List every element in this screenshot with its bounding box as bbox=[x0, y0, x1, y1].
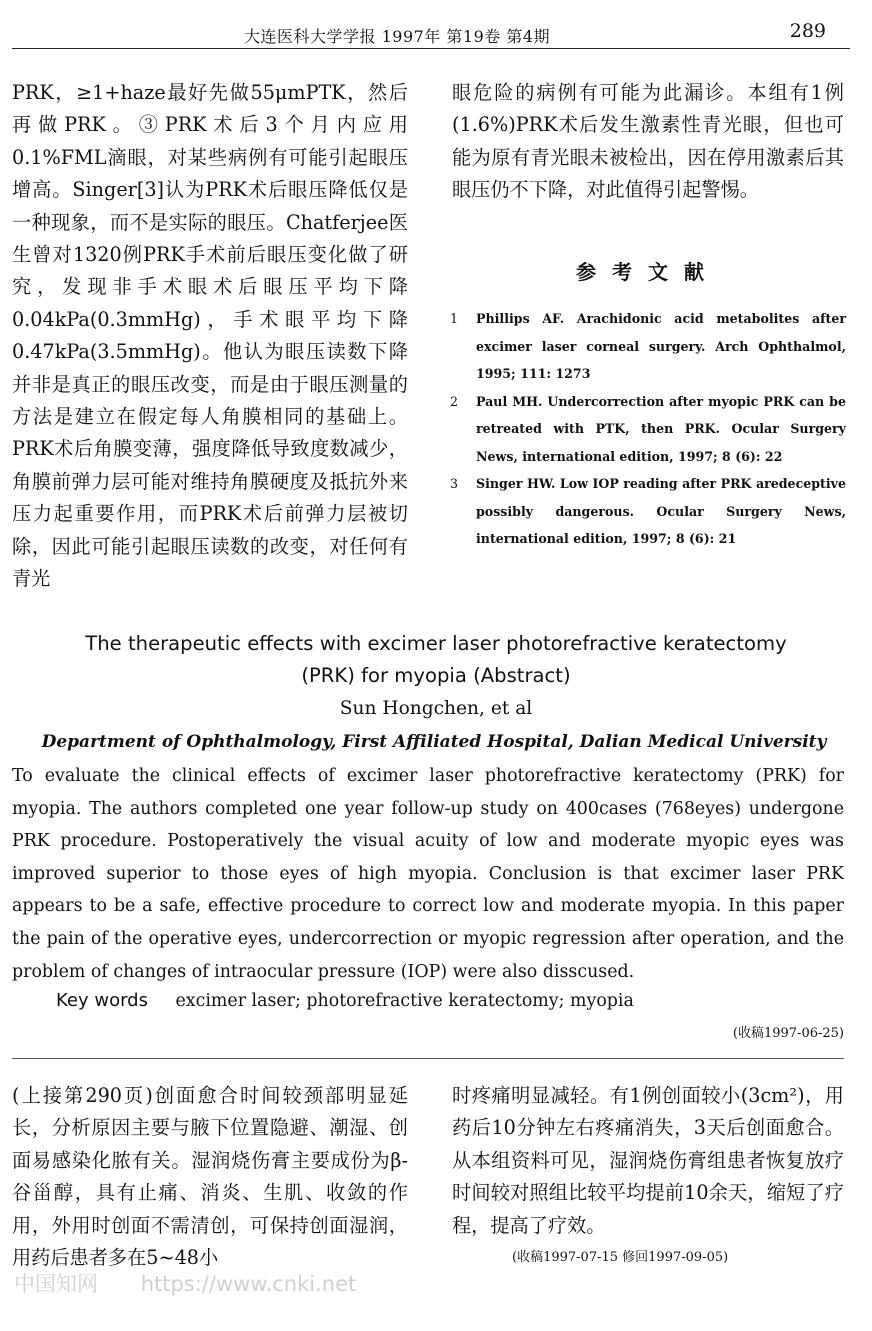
reference-list bbox=[450, 305, 846, 553]
keywords-label: Key words bbox=[56, 990, 148, 1011]
abstract-body: To evaluate the clinical effects of excimer laser photorefractive keratectomy (PRK) for myopia. The authors completed one year follow-up study on 400cases (768eyes) undergone PRK procedure. Postoperatively the visual acuity of low and moderate myopic eyes was improved superior to those eyes of high myopia. Conclusion is that excimer laser PRK appears to be a safe, effective procedure to correct low and moderate myopia. In this paper the pain of the operative eyes, undercorrection or myopic regression after operation, and the problem of changes of intraocular pressure (IOP) were also disscused. bbox=[12, 766, 844, 982]
cnki-watermark bbox=[14, 1268, 392, 1298]
reference-text: Singer HW. Low IOP reading after PRK aredeceptive possibly dangerous. Ocular Surgery News, international edition, 1997; 8 (6): 21 bbox=[476, 476, 846, 546]
keywords-text: excimer laser; photorefractive keratectomy; myopia bbox=[175, 991, 634, 1011]
reference-item bbox=[450, 305, 846, 388]
reference-number: 1 bbox=[450, 311, 459, 326]
received-date: (收稿1997-06-25) bbox=[732, 1026, 844, 1041]
keywords-line bbox=[12, 990, 844, 1011]
page-number: 289 bbox=[789, 20, 826, 42]
body-paragraph: 时疼痛明显减轻。有1例创面较小(3cm²)，用药后10分钟左右疼痛消失，3天后创面愈合。从本组资料可见，湿润烧伤膏组患者恢复放疗时间较对照组比较平均提前10余天，缩短了疗程，提高了疗效。 bbox=[452, 1084, 844, 1237]
abstract-affiliation: Department of Ophthalmology, First Affiliated Hospital, Dalian Medical University bbox=[41, 732, 827, 752]
received-revised-date: (收稿1997-07-15 修回1997-09-05) bbox=[512, 1250, 729, 1265]
abstract-authors: Sun Hongchen, et al bbox=[339, 698, 533, 719]
references-heading: 参考文献 bbox=[576, 260, 720, 284]
right-column-top bbox=[452, 77, 844, 207]
reference-number: 3 bbox=[450, 476, 459, 491]
reference-text: Paul MH. Undercorrection after myopic PRK can be retreated with PTK, then PRK. Ocular Surgery News, international edition, 1997; 8 (6): 22 bbox=[476, 393, 846, 464]
abstract-title-line-2: (PRK) for myopia (Abstract) bbox=[301, 664, 571, 687]
reference-item bbox=[450, 388, 846, 471]
left-column-top bbox=[12, 77, 408, 596]
right-column-bottom bbox=[452, 1080, 844, 1242]
left-column-bottom bbox=[12, 1080, 408, 1274]
reference-number: 2 bbox=[450, 393, 459, 409]
abstract-title-line-1: The therapeutic effects with excimer laser photorefractive keratectomy bbox=[85, 632, 787, 655]
running-header bbox=[12, 18, 850, 49]
body-paragraph: 眼危险的病例有可能为此漏诊。本组有1例(1.6%)PRK术后发生激素性青光眼，但也可能为原有青光眼未被检出，因在停用激素后其眼压仍不下降，对此值得引起警惕。 bbox=[452, 81, 844, 202]
body-paragraph: PRK，≥1+haze最好先做55μmPTK，然后再做PRK。③PRK术后3个月内应用0.1%FML滴眼，对某些病例有可能引起眼压增高。Singer[3]认为PRK术后眼压降低仅是一种现象，而不是实际的眼压。Chatferjee医生曾对1320例PRK手术前后眼压变化做了研究，发现非手术眼术后眼压平均下降0.04kPa(0.3mmHg)，手术眼平均下降0.47kPa(3.5mmHg)。他认为眼压读数下降并非是真正的眼压改变，而是由于眼压测量的方法是建立在假定每人角膜相同的基础上。PRK术后角膜变薄，强度降低导致度数减少，角膜前弹力层可能对维持角膜硬度及抵抗外来压力起重要作用，而PRK术后前弹力层被切除，因此可能引起眼压读数的改变，对任何有青光 bbox=[12, 81, 408, 591]
body-paragraph: (上接第290页)创面愈合时间较颈部明显延长，分析原因主要与腋下位置隐避、潮湿、创面易感染化脓有关。湿润烧伤膏主要成份为β-谷甾醇，具有止痛、消炎、生肌、收敛的作用，外用时创面不需清创，可保持创面湿润，用药后患者多在5~48小 bbox=[12, 1084, 408, 1270]
reference-text: Phillips AF. Arachidonic acid metabolites after excimer laser corneal surgery. Arch Ophthalmol, 1995; 111: 1273 bbox=[476, 311, 846, 381]
watermark-brand: 中国知网 bbox=[14, 1272, 98, 1296]
watermark-url: https://www.cnki.net bbox=[140, 1272, 357, 1296]
journal-info: 大连医科大学学报 1997年 第19卷 第4期 bbox=[244, 27, 551, 46]
section-divider bbox=[12, 1058, 844, 1059]
reference-item bbox=[450, 470, 846, 553]
